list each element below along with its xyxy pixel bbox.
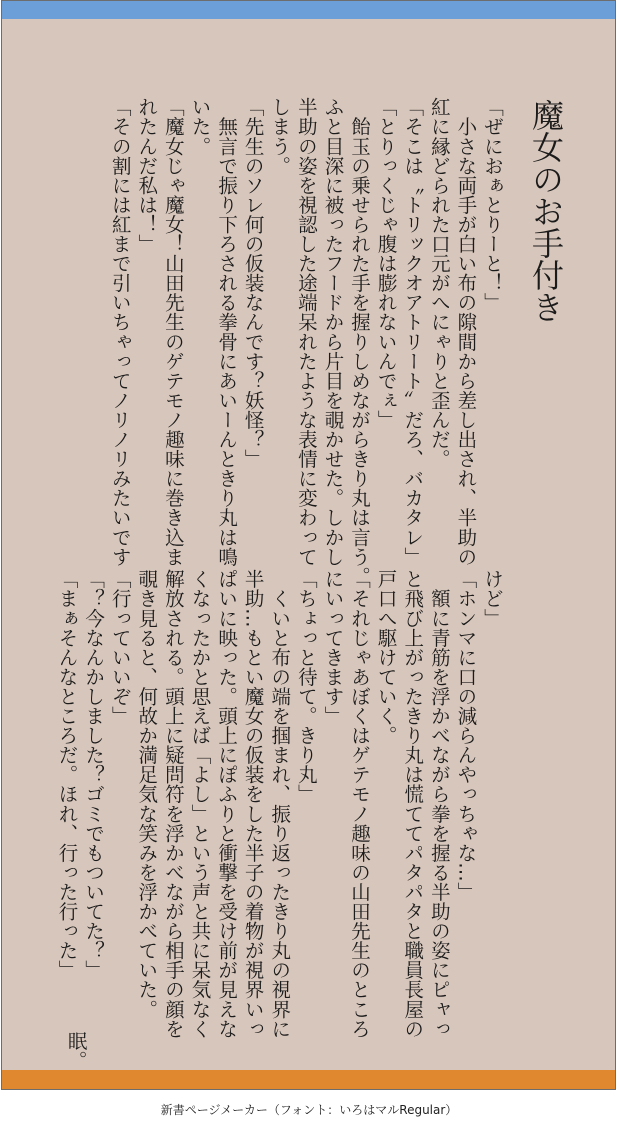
text-block-top bbox=[106, 97, 505, 586]
text-line: れたんだ私は！」 bbox=[135, 97, 159, 254]
text-line: 「それじゃあぼくはゲテモノ趣味の山田先生のところ bbox=[348, 569, 372, 1039]
text-line: けど」 bbox=[481, 569, 504, 628]
text-line: くいと布の端を掴まれ、振り返ったきり丸の視界に bbox=[268, 569, 292, 1039]
text-line: 「そこは〝トリックオアトリート〟だろ、バカタレ」 bbox=[401, 97, 425, 567]
text-line: ぱいに映った。頭上にぽふりと衝撃を受け前が見えな bbox=[215, 569, 239, 1039]
text-line: 「その割には紅まで引いちゃってノリノリみたいです bbox=[108, 97, 132, 567]
text-line: 「？今なんかしました？ゴミでもついてた？」 bbox=[82, 569, 106, 980]
text-line: しまう。 bbox=[268, 97, 292, 176]
text-line: 「まぁそんなところだ。ほれ、行った行った」 bbox=[55, 569, 79, 980]
text-line: 紅に縁どられた口元がへにゃりと歪んだ。 bbox=[427, 97, 451, 469]
text-line: 半助の姿を視認した途端呆れたような表情に変わって bbox=[294, 97, 318, 567]
text-line: 「とりっくじゃ腹は膨れないんでぇ」 bbox=[374, 97, 398, 430]
text-line: 「魔女じゃ魔女！山田先生のゲテモノ趣味に巻き込ま bbox=[161, 97, 185, 567]
text-line: 「ちょっと待て。きり丸」 bbox=[294, 569, 318, 804]
text-line: ふと目深に被ったフードから片目を覗かせた。しかし bbox=[321, 97, 345, 567]
text-line: いた。 bbox=[188, 97, 212, 156]
text-line: 小さな両手が白い布の隙間から差し出され、半助の bbox=[454, 97, 478, 567]
bottom-color-bar bbox=[2, 1070, 615, 1089]
text-line: 「ホンマに口の減らんやっちゃな…」 bbox=[454, 569, 478, 902]
text-line: にいってきます」 bbox=[321, 569, 345, 726]
closing-line: 眠。 bbox=[64, 1031, 88, 1071]
text-line: 「行っていいぞ」 bbox=[108, 569, 132, 726]
text-line: 覗き見ると、何故か満足気な笑みを浮かべていた。 bbox=[135, 569, 159, 1019]
footer-credit: 新書ページメーカー（フォント：いろはマルRegular） bbox=[160, 1103, 458, 1117]
text-line: 「先生のソレ何の仮装なんです？妖怪？」 bbox=[241, 97, 265, 469]
text-line: 額に青筋を浮かべながら拳を握る半助の姿にピャっ bbox=[427, 569, 451, 1039]
text-line: 半助…もとい魔女の仮装をした半子の着物が視界いっ bbox=[241, 569, 265, 1039]
text-line: くなったかと思えば「よし」という声と共に呆気なく bbox=[188, 569, 212, 1039]
text-line: 飴玉の乗せられた手を握りしめながらきり丸は言う。 bbox=[348, 97, 372, 586]
text-line: 無言で振り下ろされる拳骨にあいーんときり丸は鳴 bbox=[215, 97, 239, 567]
text-line: と飛び上がったきり丸は慌ててパタパタと職員長屋の bbox=[401, 569, 425, 1039]
top-color-bar bbox=[2, 1, 615, 19]
text-line: 解放される。頭上に疑問符を浮かべながら相手の顔を bbox=[161, 569, 185, 1039]
book-page bbox=[1, 0, 616, 1090]
story-title: 魔女のお手付き bbox=[527, 99, 565, 323]
text-line: 戸口へ駆けていく。 bbox=[374, 569, 398, 745]
text-line: 「ぜにおぁとりーと！」 bbox=[481, 97, 504, 313]
text-block-bottom bbox=[53, 569, 505, 1039]
